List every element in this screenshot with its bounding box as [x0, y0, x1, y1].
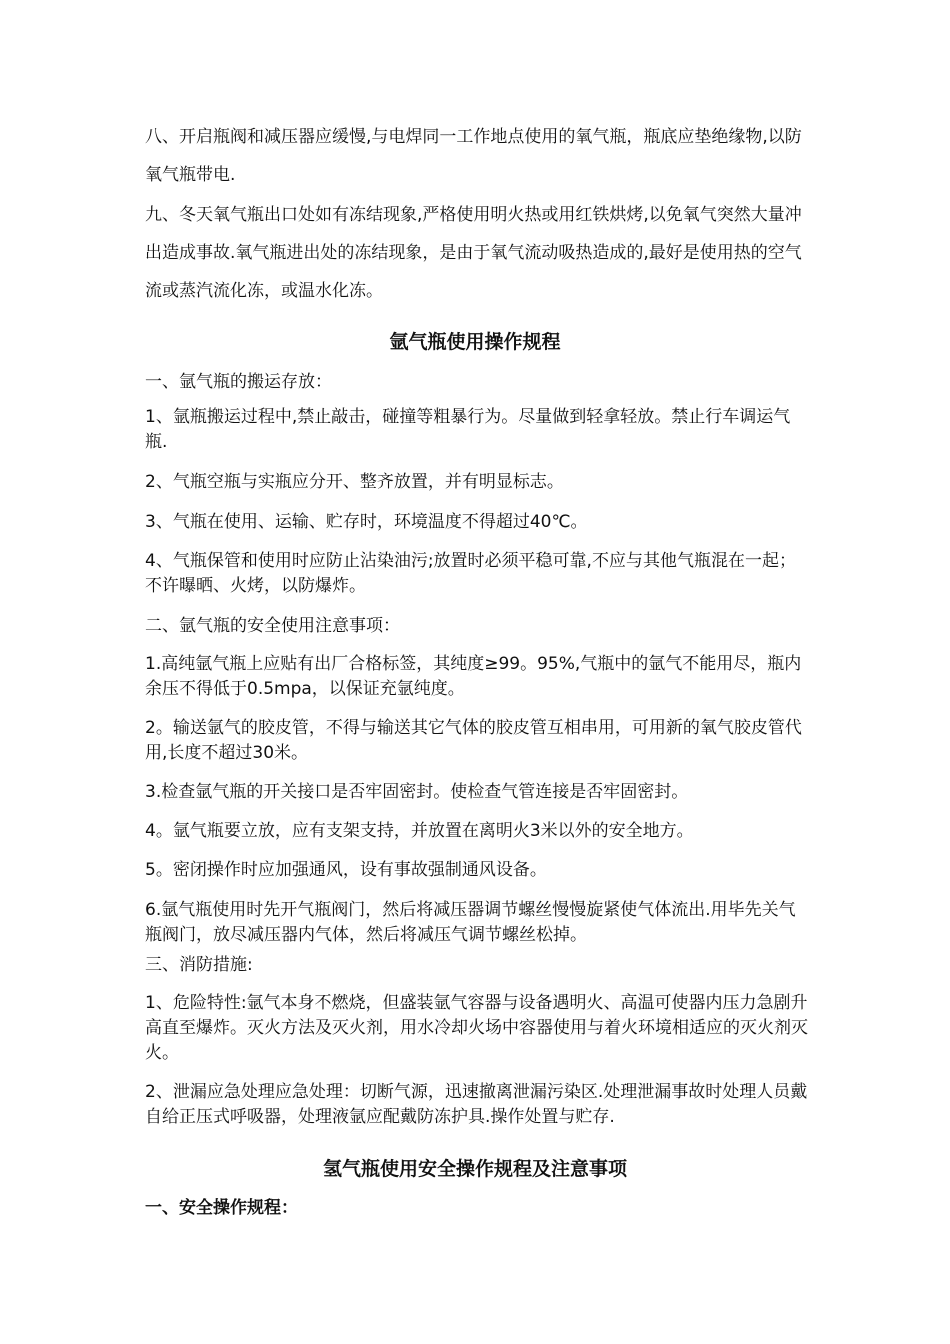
argon-transport-item-4: 4、气瓶保管和使用时应防止沾染油污;放置时必须平稳可靠,不应与其他气瓶混在一起；不许曝晒、火烤，以防爆炸。 [145, 551, 796, 596]
argon-transport-item-3: 3、气瓶在使用、运输、贮存时，环境温度不得超过40℃。 [145, 512, 588, 532]
argon-fire-item-2: 2、泄漏应急处理应急处理：切断气源，迅速撤离泄漏污染区.处理泄漏事故时处理人员戴自给正压式呼吸器，处理液氩应配戴防冻护具.操作处置与贮存. [145, 1082, 808, 1127]
paragraph-oxygen-8: 八、开启瓶阀和减压器应缓慢,与电焊同一工作地点使用的氧气瓶，瓶底应垫绝缘物,以防氧气瓶带电. [145, 127, 802, 185]
argon-transport-item-2: 2、气瓶空瓶与实瓶应分开、整齐放置，并有明显标志。 [145, 472, 564, 492]
argon-heading-fire: 三、消防措施: [145, 955, 253, 975]
hydrogen-heading-operation: 一、安全操作规程： [145, 1198, 298, 1218]
hydrogen-section-title: 氢气瓶使用安全操作规程及注意事项 [322, 1158, 627, 1180]
argon-safety-item-2: 2。输送氩气的胶皮管，不得与输送其它气体的胶皮管互相串用，可用新的氧气胶皮管代用,长度不超过30米。 [145, 718, 802, 763]
argon-safety-item-6: 6.氩气瓶使用时先开气瓶阀门，然后将减压器调节螺丝慢慢旋紧使气体流出.用毕先关气瓶阀门，放尽减压器内气体，然后将减压气调节螺丝松掉。 [145, 900, 796, 945]
argon-fire-item-1: 1、危险特性:氩气本身不燃烧，但盛装氩气容器与设备遇明火、高温可使器内压力急剧升高直至爆炸。灭火方法及灭火剂，用水冷却火场中容器使用与着火环境相适应的灭火剂灭火。 [145, 993, 808, 1063]
argon-safety-item-1: 1.高纯氩气瓶上应贴有出厂合格标签，其纯度≥99。95%,气瓶中的氩气不能用尽，瓶内余压不得低于0.5mpa，以保证充氩纯度。 [145, 654, 802, 699]
argon-safety-item-5: 5。密闭操作时应加强通风，设有事故强制通风设备。 [145, 860, 547, 880]
paragraph-oxygen-9: 九、冬天氧气瓶出口处如有冻结现象,严格使用明火热或用红铁烘烤,以免氧气突然大量冲出造成事故.氧气瓶进出处的冻结现象，是由于氧气流动吸热造成的,最好是使用热的空气流或蒸汽流化冻，或温水化冻。 [145, 205, 802, 301]
argon-safety-item-4: 4。氩气瓶要立放，应有支架支持，并放置在离明火3米以外的安全地方。 [145, 821, 694, 841]
argon-transport-item-1: 1、氩瓶搬运过程中,禁止敲击，碰撞等粗暴行为。尽量做到轻拿轻放。禁止行车调运气瓶. [145, 407, 791, 452]
argon-heading-transport: 一、氩气瓶的搬运存放： [145, 372, 332, 392]
argon-safety-item-3: 3.检查氩气瓶的开关接口是否牢固密封。使检查气管连接是否牢固密封。 [145, 782, 689, 802]
argon-section-title: 氩气瓶使用操作规程 [389, 331, 561, 353]
argon-heading-safety: 二、氩气瓶的安全使用注意事项： [145, 616, 400, 636]
